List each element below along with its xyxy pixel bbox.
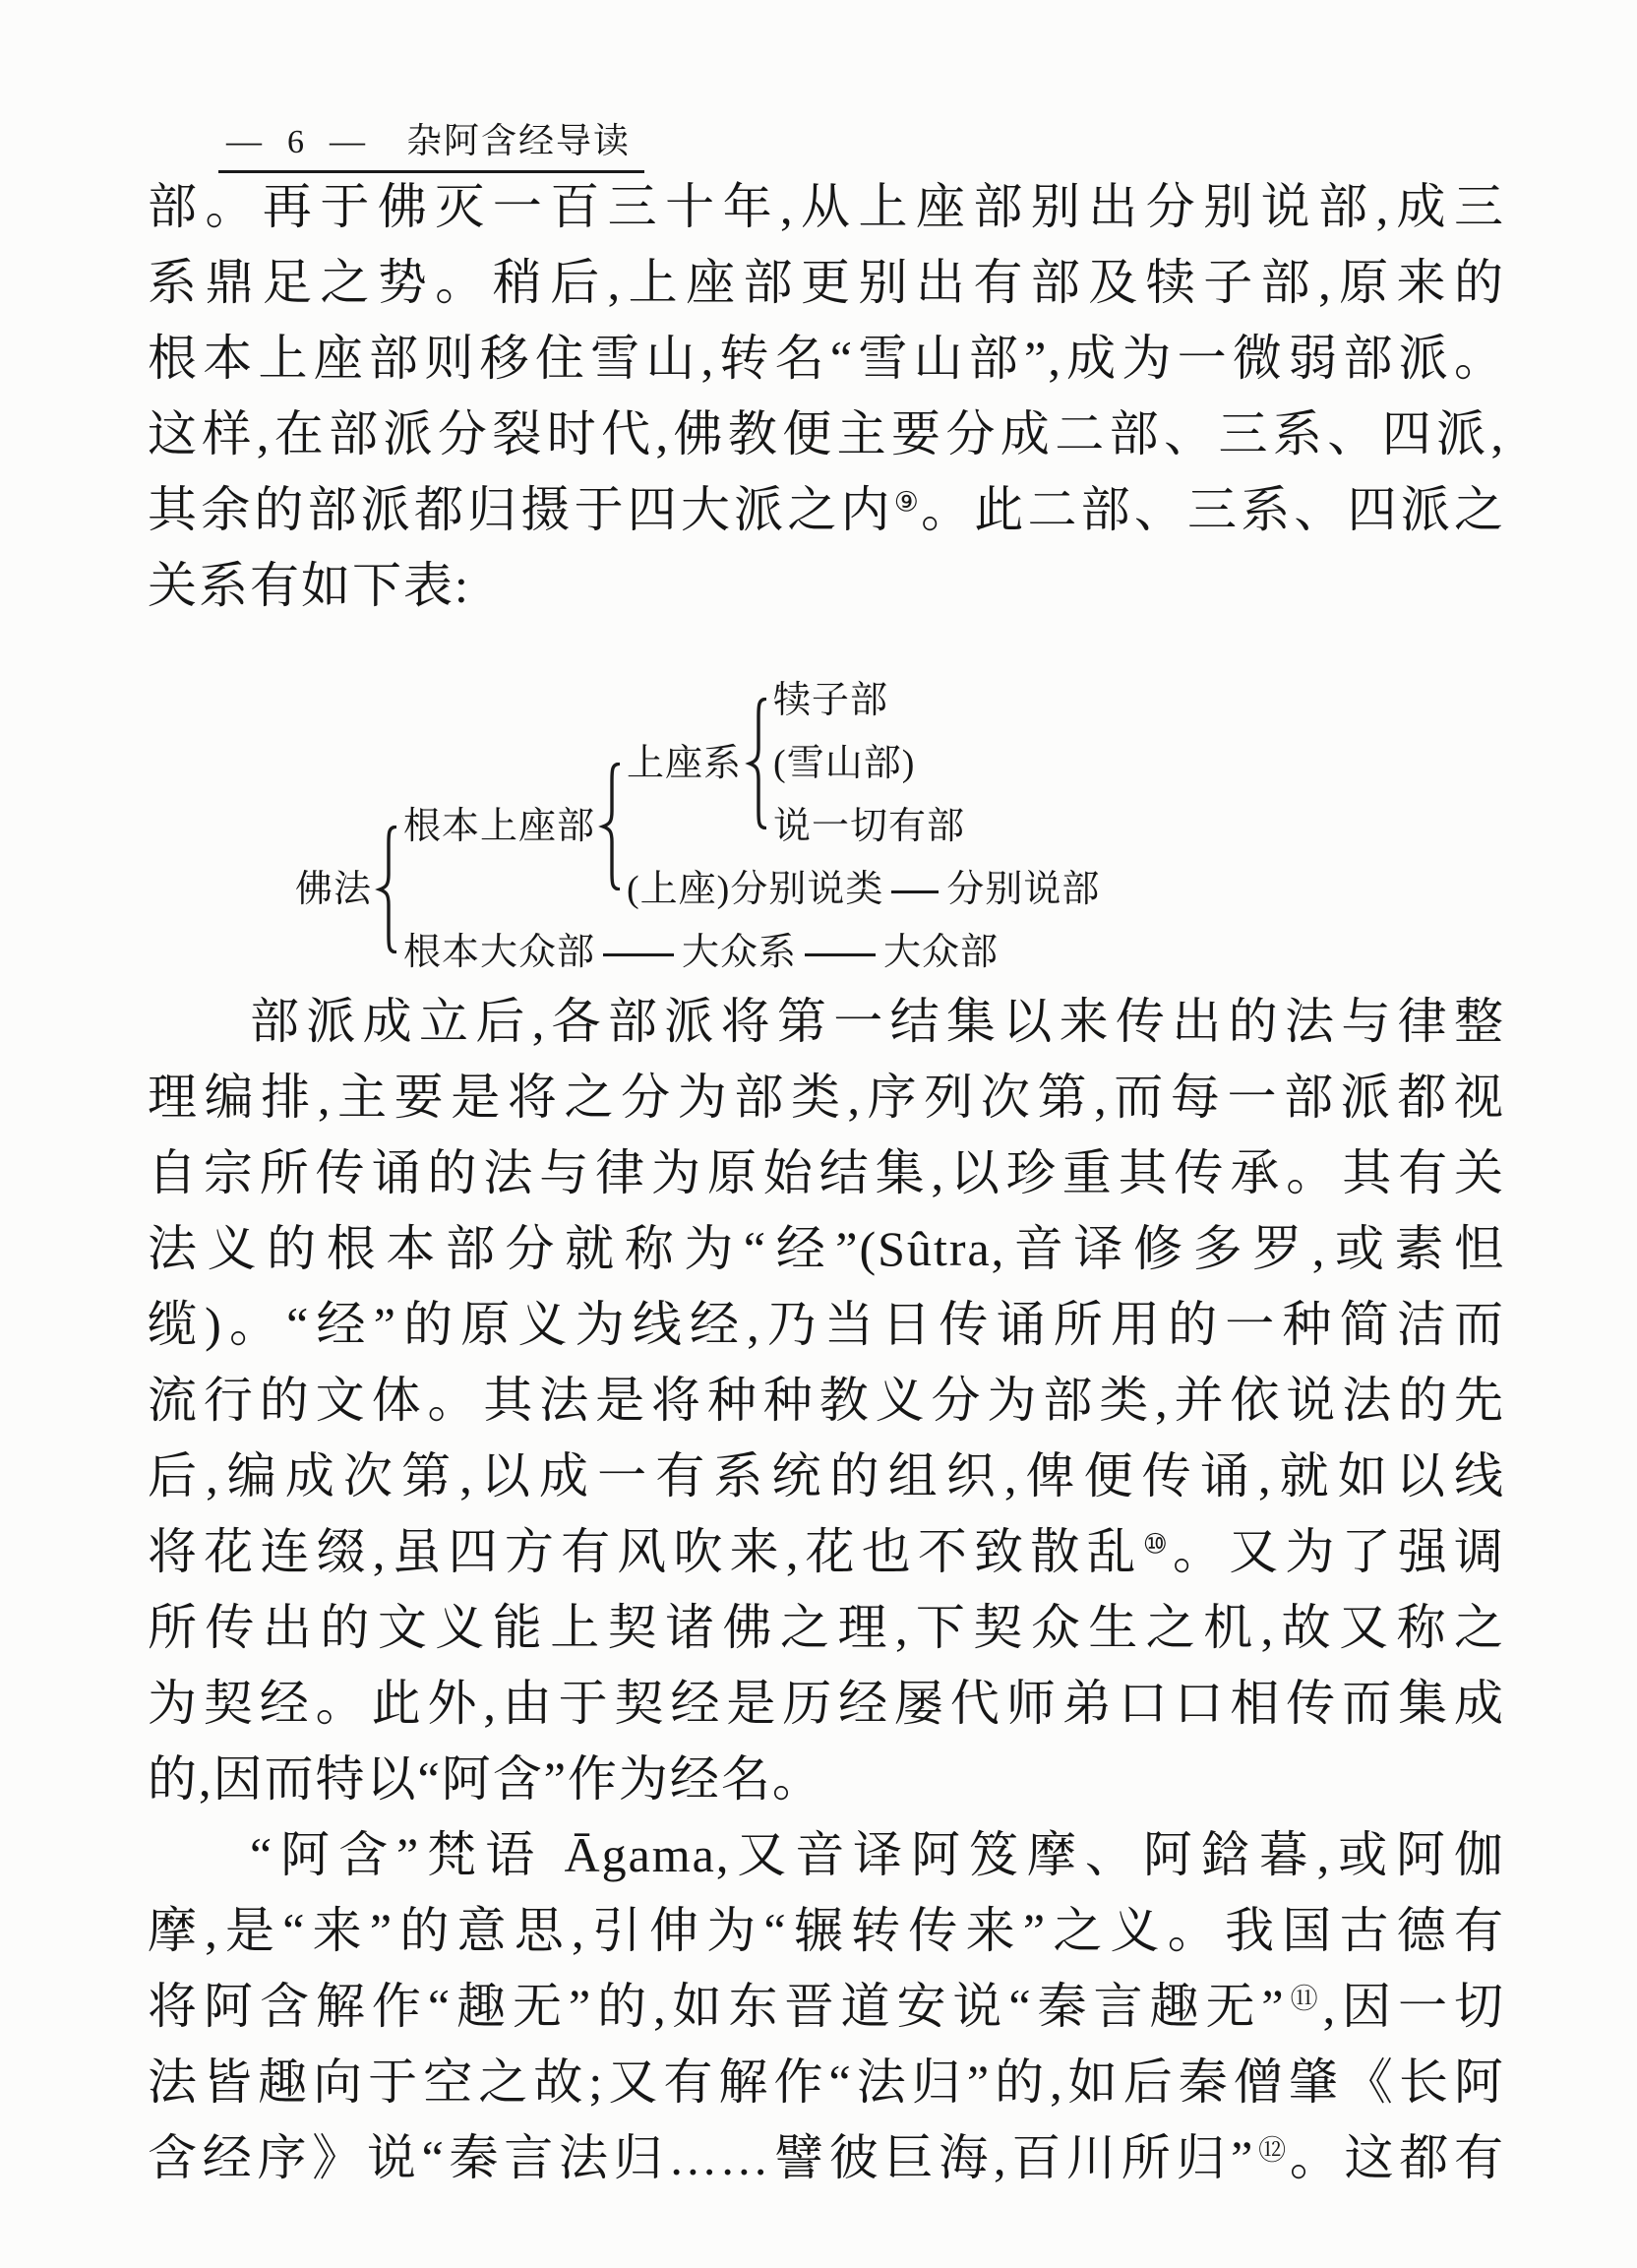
text-line: 摩,是“来”的意思,引伸为“辗转传来”之义。我国古德有 (148, 1903, 1505, 1958)
text-line: 后,编成次第,以成一有系统的组织,俾便传诵,就如以线 (148, 1448, 1505, 1503)
connector-line (805, 953, 876, 956)
header-dash-right: — (330, 121, 365, 160)
header-dash-left: — (226, 121, 262, 160)
text-line: 将花连缀,虽四方有风吹来,花也不致散乱⑩。又为了强调 (148, 1524, 1506, 1579)
tree-root-label: 佛法 (295, 869, 373, 910)
tree-upper-children (627, 669, 1100, 921)
text-line: 理编排,主要是将之分为部类,序列次第,而每一部派都视 (148, 1070, 1505, 1125)
connector-line (603, 953, 674, 956)
tree-fenbieshuo-row (627, 858, 1100, 921)
text-line: 法皆趣向于空之故;又有解作“法归”的,如后秦僧肇《长阿 (148, 2054, 1505, 2110)
curly-brace-icon (598, 763, 622, 890)
tree-upper-label: 根本上座部 (403, 806, 596, 847)
book-title: 杂阿含经导读 (406, 121, 632, 160)
curly-brace-icon (375, 826, 398, 953)
connector-line (891, 890, 939, 893)
text-line: 部。再于佛灭一百三十年,从上座部别出分别说部,成三 (148, 179, 1505, 234)
text-line: 关系有如下表: (148, 558, 470, 613)
tree-dazhong-label: 根本大众部 (403, 932, 596, 973)
paragraph-3 (148, 1817, 1505, 2196)
text-line: 缆)。“经”的原义为线经,乃当日传诵所用的一种简洁而 (148, 1297, 1505, 1352)
text-line: 所传出的文义能上契诸佛之理,下契众生之机,故又称之 (148, 1600, 1505, 1655)
tree-shangzuoxi-label: 上座系 (627, 743, 743, 784)
tree-shangzuoxi-node (627, 669, 1100, 858)
text-line: 的,因而特以“阿含”作为经名。 (148, 1751, 823, 1807)
text-line: “阿含”梵语 Āgama,又音译阿笈摩、阿鋡暮,或阿伽 (250, 1827, 1505, 1882)
tree-fenbieshuo-label: (上座)分别说类 (627, 869, 884, 910)
tree-leaf: 犊子部 (773, 680, 889, 721)
page-number: 6 (287, 124, 304, 160)
text-line: 部派成立后,各部派将第一结集以来传出的法与律整 (250, 994, 1505, 1049)
tree-shangzuoxi-children (773, 669, 965, 858)
tree-root-node (295, 669, 1505, 984)
tree-fenbieshuo-target: 分别说部 (946, 869, 1101, 910)
tree-leaf: (雪山部) (773, 743, 916, 784)
buddhist-school-lineage-tree (295, 669, 1505, 984)
text-line: 为契经。此外,由于契经是历经屡代师弟口口相传而集成 (148, 1676, 1505, 1731)
page-header (218, 119, 644, 173)
text-line: 这样,在部派分裂时代,佛教便主要分成二部、三系、四派, (148, 406, 1505, 461)
tree-root-children (403, 669, 1100, 984)
tree-dazhong-row (403, 921, 1100, 984)
text-line: 含经序》说“秦言法归……譬彼巨海,百川所归”⑫。这都有 (148, 2130, 1505, 2185)
text-line: 自宗所传诵的法与律为原始结集,以珍重其传承。其有关 (148, 1145, 1505, 1200)
tree-upper-node (403, 669, 1100, 921)
tree-dazhong-target: 大众部 (883, 932, 1000, 973)
page-body (148, 169, 1505, 2196)
curly-brace-icon (745, 698, 768, 829)
text-line: 将阿含解作“趣无”的,如东晋道安说“秦言趣无”⑪,因一切 (148, 1979, 1505, 2034)
text-line: 根本上座部则移住雪山,转名“雪山部”,成为一微弱部派。 (148, 331, 1505, 386)
tree-dazhong-mid: 大众系 (682, 932, 798, 973)
tree-leaf: 说一切有部 (773, 806, 966, 847)
paragraph-1 (148, 169, 1505, 624)
text-line: 系鼎足之势。稍后,上座部更别出有部及犊子部,原来的 (148, 255, 1505, 310)
text-line: 其余的部派都归摄于四大派之内⑨。此二部、三系、四派之 (148, 482, 1506, 537)
paragraph-2 (148, 984, 1505, 1817)
text-line: 流行的文体。其法是将种种教义分为部类,并依说法的先 (148, 1373, 1505, 1428)
text-line: 法义的根本部分就称为“经”(Sûtra,音译修多罗,或素怛 (148, 1221, 1505, 1276)
